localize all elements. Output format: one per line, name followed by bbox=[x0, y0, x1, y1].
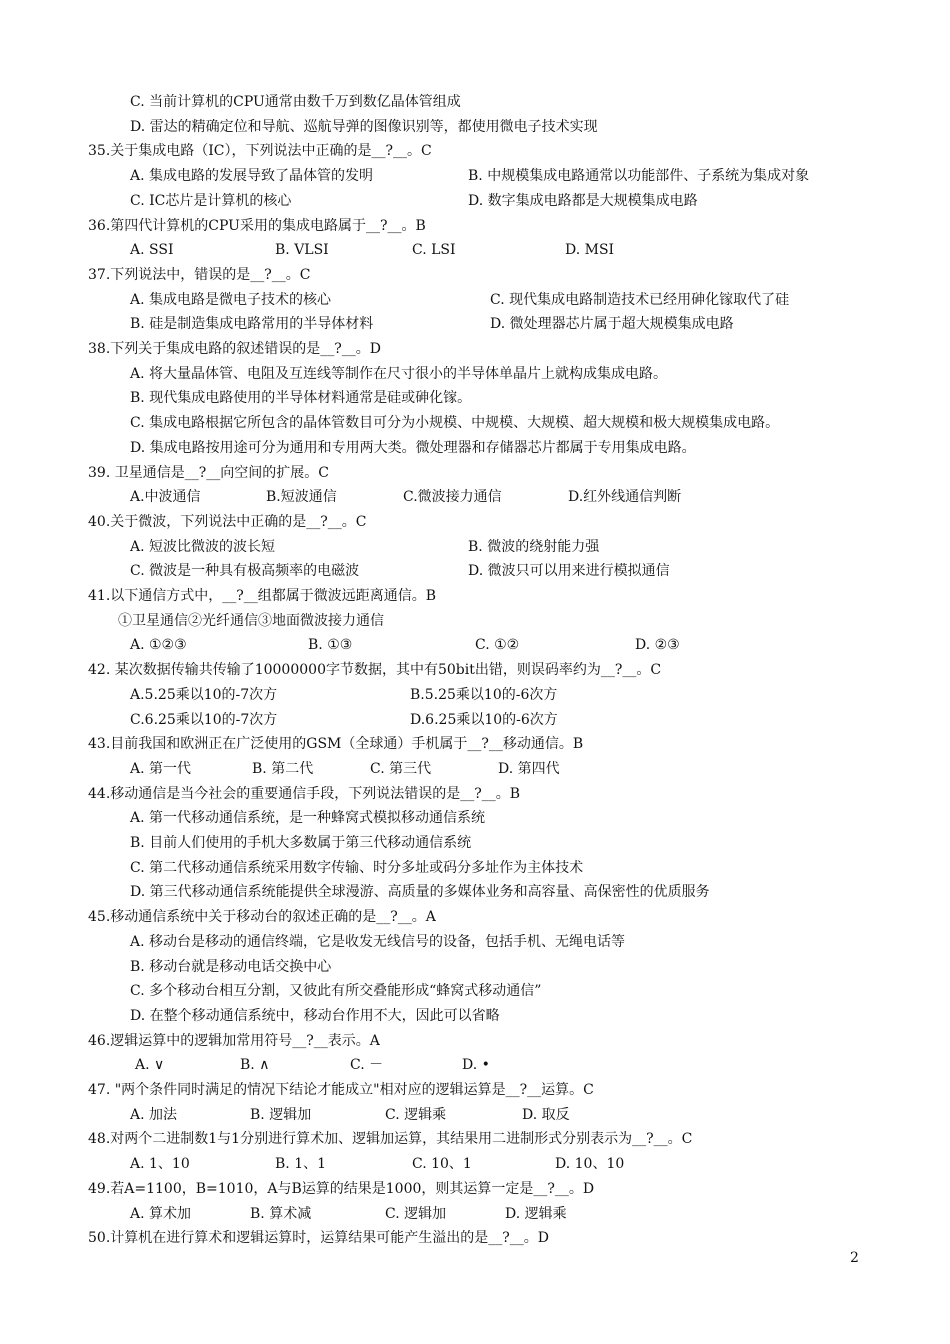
answer-option: C. ①② bbox=[475, 637, 520, 654]
answer-option: B. 第二代 bbox=[252, 760, 314, 777]
options-row bbox=[0, 710, 950, 730]
answer-option: A. SSI bbox=[130, 242, 174, 259]
answer-option: D. 微处理器芯片属于超大规模集成电路 bbox=[490, 316, 734, 333]
options-row bbox=[0, 1154, 950, 1174]
answer-option: D. ②③ bbox=[635, 637, 680, 654]
question-stem: 43.目前我国和欧洲正在广泛使用的GSM（全球通）手机属于__?__移动通信。B bbox=[88, 736, 584, 753]
answer-option: B.短波通信 bbox=[266, 489, 337, 506]
text-line: C. 集成电路根据它所包含的晶体管数目可分为小规模、中规模、大规模、超大规模和极大规模集成电路。 bbox=[130, 415, 780, 432]
answer-option: C.微波接力通信 bbox=[403, 489, 502, 506]
question-stem: 35.关于集成电路（IC），下列说法中正确的是__?__。C bbox=[88, 143, 432, 160]
answer-option: C. IC芯片是计算机的核心 bbox=[130, 192, 292, 209]
answer-option: C. LSI bbox=[412, 242, 456, 259]
answer-option: B. ①③ bbox=[308, 637, 353, 654]
options-row bbox=[0, 166, 950, 186]
answer-option: B. 中规模集成电路通常以功能部件、子系统为集成对象 bbox=[468, 168, 810, 185]
options-row bbox=[0, 635, 950, 655]
page-number: 2 bbox=[850, 1250, 859, 1266]
options-row bbox=[0, 759, 950, 779]
answer-option: D. 取反 bbox=[522, 1106, 570, 1123]
question-stem: 41.以下通信方式中，__?__组都属于微波远距离通信。B bbox=[88, 588, 437, 604]
options-row bbox=[0, 685, 950, 705]
answer-option: A.5.25乘以10的-7次方 bbox=[130, 686, 278, 703]
options-row bbox=[0, 290, 950, 310]
answer-option: D. 逻辑乘 bbox=[505, 1205, 567, 1222]
text-line: ①卫星通信②光纤通信③地面微波接力通信 bbox=[118, 612, 384, 629]
answer-option: C. 微波是一种具有极高频率的电磁波 bbox=[130, 563, 360, 580]
text-line: D. 集成电路按用途可分为通用和专用两大类。微处理器和存储器芯片都属于专用集成电路。 bbox=[130, 439, 696, 456]
answer-option: B. 1、1 bbox=[275, 1156, 327, 1173]
question-stem: 50.计算机在进行算术和逻辑运算时，运算结果可能产生溢出的是__?__。D bbox=[88, 1230, 549, 1247]
text-line: D. 雷达的精确定位和导航、巡航导弹的图像识别等，都使用微电子技术实现 bbox=[130, 118, 598, 135]
question-stem: 44.移动通信是当今社会的重要通信手段，下列说法错误的是__?__。B bbox=[88, 785, 521, 802]
text-line: C. 当前计算机的CPU通常由数千万到数亿晶体管组成 bbox=[130, 94, 461, 110]
question-stem: 48.对两个二进制数1与1分别进行算术加、逻辑加运算，其结果用二进制形式分别表示为__?__。C bbox=[88, 1131, 693, 1148]
answer-option: C. 10、1 bbox=[412, 1156, 472, 1173]
answer-option: D. 微波只可以用来进行模拟通信 bbox=[468, 563, 670, 580]
text-line: B. 移动台就是移动电话交换中心 bbox=[130, 958, 332, 975]
answer-option: D.红外线通信判断 bbox=[568, 489, 682, 506]
question-stem: 38.下列关于集成电路的叙述错误的是__?__。D bbox=[88, 341, 381, 357]
answer-option: C. 第三代 bbox=[370, 760, 432, 777]
answer-option: B. VLSI bbox=[275, 242, 329, 259]
answer-option: C. 现代集成电路制造技术已经用砷化镓取代了硅 bbox=[490, 291, 790, 308]
options-row bbox=[0, 1204, 950, 1224]
options-row bbox=[0, 537, 950, 557]
answer-option: A. 第一代 bbox=[130, 760, 192, 777]
options-row bbox=[0, 191, 950, 211]
answer-option: D.6.25乘以10的-6次方 bbox=[410, 711, 558, 728]
text-line: C. 多个移动台相互分割，又彼此有所交叠能形成“蜂窝式移动通信” bbox=[130, 983, 542, 1000]
options-row bbox=[0, 561, 950, 581]
answer-option: C.6.25乘以10的-7次方 bbox=[130, 711, 278, 728]
question-stem: 45.移动通信系统中关于移动台的叙述正确的是__?__。A bbox=[88, 909, 436, 926]
options-row bbox=[0, 487, 950, 507]
options-row bbox=[0, 240, 950, 260]
answer-option: D. • bbox=[462, 1057, 490, 1074]
question-stem: 49.若A=1100，B=1010，A与B运算的结果是1000，则其运算一定是__?__。D bbox=[88, 1180, 595, 1197]
answer-option: B. ∧ bbox=[240, 1057, 270, 1074]
answer-option: D. 10、10 bbox=[555, 1156, 625, 1173]
options-row bbox=[0, 1105, 950, 1125]
answer-option: C. 逻辑乘 bbox=[385, 1106, 447, 1123]
question-stem: 40.关于微波，下列说法中正确的是__?__。C bbox=[88, 513, 367, 530]
answer-option: D. 第四代 bbox=[498, 760, 560, 777]
text-line: C. 第二代移动通信系统采用数字传输、时分多址或码分多址作为主体技术 bbox=[130, 859, 584, 876]
text-line: D. 第三代移动通信系统能提供全球漫游、高质量的多媒体业务和高容量、高保密性的优质服务 bbox=[130, 884, 710, 901]
answer-option: A. 1、10 bbox=[130, 1156, 190, 1173]
answer-option: B. 算术减 bbox=[250, 1205, 312, 1222]
text-line: A. 将大量晶体管、电阻及互连线等制作在尺寸很小的半导体单晶片上就构成集成电路。 bbox=[130, 365, 668, 382]
answer-option: A. 算术加 bbox=[130, 1205, 192, 1222]
options-row bbox=[0, 1055, 950, 1075]
question-stem: 42. 某次数据传输共传输了10000000字节数据，其中有50bit出错，则误码率约为__?__。C bbox=[88, 662, 662, 679]
answer-option: A. ∨ bbox=[135, 1057, 165, 1074]
text-line: D. 在整个移动通信系统中，移动台作用不大，因此可以省略 bbox=[130, 1007, 500, 1024]
answer-option: A.中波通信 bbox=[130, 489, 201, 506]
text-line: B. 现代集成电路使用的半导体材料通常是硅或砷化镓。 bbox=[130, 390, 472, 407]
question-stem: 47. "两个条件同时满足的情况下结论才能成立"相对应的逻辑运算是__?__运算。C bbox=[88, 1082, 594, 1098]
options-row bbox=[0, 314, 950, 334]
question-stem: 46.逻辑运算中的逻辑加常用符号__?__表示。A bbox=[88, 1032, 380, 1049]
answer-option: D. 数字集成电路都是大规模集成电路 bbox=[468, 192, 698, 209]
answer-option: B. 逻辑加 bbox=[250, 1106, 312, 1123]
text-line: A. 第一代移动通信系统，是一种蜂窝式模拟移动通信系统 bbox=[130, 810, 486, 827]
answer-option: A. 短波比微波的波长短 bbox=[130, 538, 276, 555]
answer-option: A. 加法 bbox=[130, 1106, 178, 1123]
question-stem: 37.下列说法中，错误的是__?__。C bbox=[88, 266, 311, 283]
text-line: A. 移动台是移动的通信终端，它是收发无线信号的设备，包括手机、无绳电话等 bbox=[130, 933, 626, 950]
question-stem: 39. 卫星通信是__?__向空间的扩展。C bbox=[88, 464, 329, 481]
answer-option: B.5.25乘以10的-6次方 bbox=[410, 686, 558, 703]
answer-option: D. MSI bbox=[565, 242, 615, 259]
answer-option: B. 微波的绕射能力强 bbox=[468, 538, 600, 555]
answer-option: A. 集成电路是微电子技术的核心 bbox=[130, 291, 332, 308]
answer-option: C. 逻辑加 bbox=[385, 1205, 447, 1222]
question-stem: 36.第四代计算机的CPU采用的集成电路属于__?__。B bbox=[88, 217, 426, 234]
answer-option: A. ①②③ bbox=[130, 637, 187, 654]
answer-option: C. － bbox=[350, 1057, 384, 1074]
text-line: B. 目前人们使用的手机大多数属于第三代移动通信系统 bbox=[130, 835, 472, 851]
answer-option: A. 集成电路的发展导致了晶体管的发明 bbox=[130, 168, 374, 185]
answer-option: B. 硅是制造集成电路常用的半导体材料 bbox=[130, 316, 374, 333]
